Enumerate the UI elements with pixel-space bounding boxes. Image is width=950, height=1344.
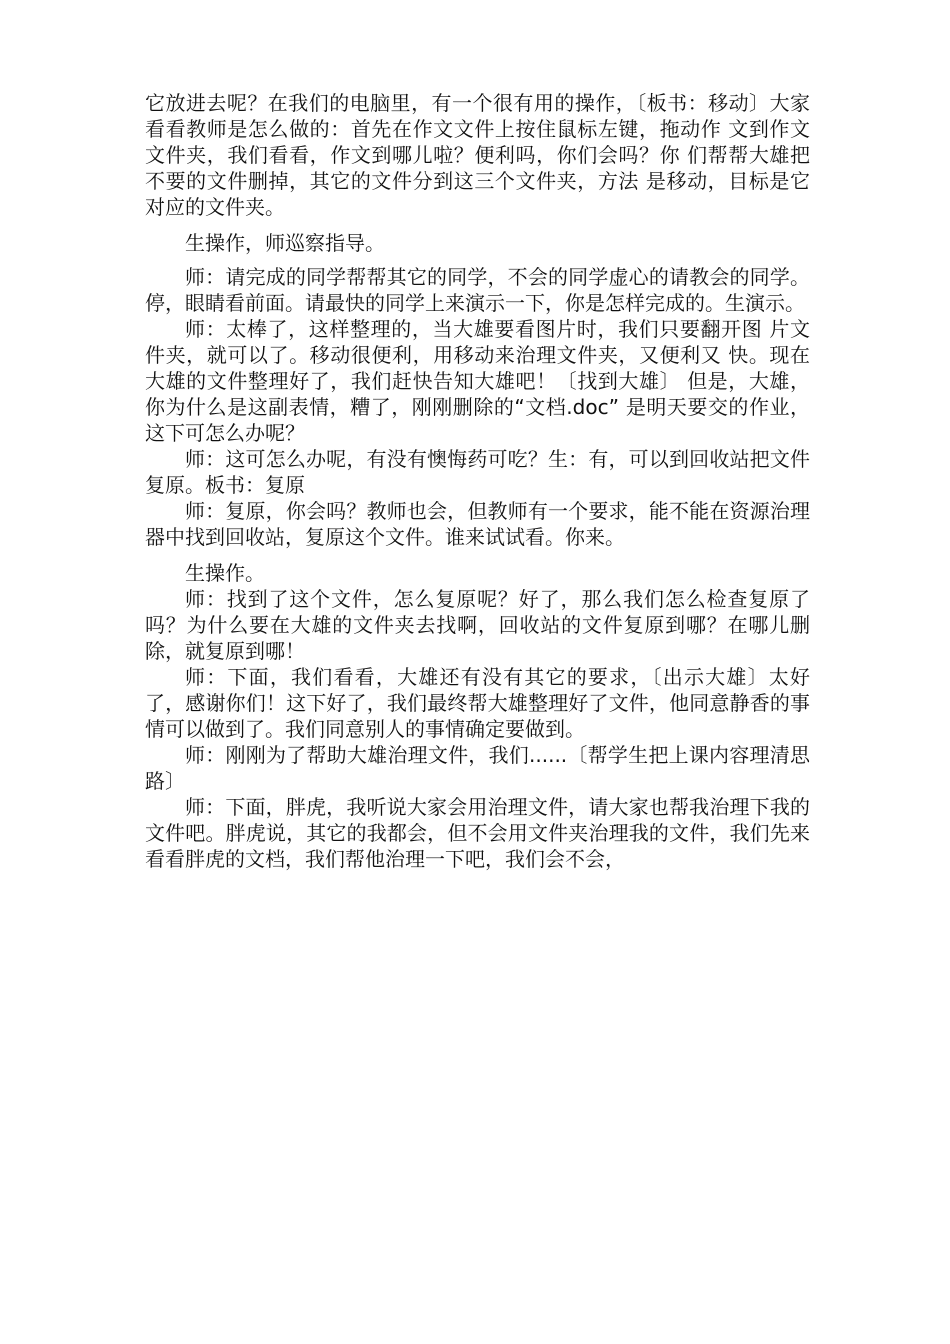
paragraph-1: 它放进去呢？在我们的电脑里，有一个很有用的操作，〔板书：移动〕大家看看教师是怎么做的：首先在作文文件上按住鼠标左键，拖动作 文到作文文件夹，我们看看，作文到哪儿啦？便利吗，你们会吗？你 们帮帮大雄把不要的文件删掉，其它的文件分到这三个文件夹，方法 是移动，目标是它对应的文件夹。	[145, 91, 810, 219]
paragraph-5: 师：这可怎么办呢，有没有懊悔药可吃？生：有，可以到回收站把文件复原。板书：复原	[145, 447, 810, 497]
paragraph-3: 师：请完成的同学帮帮其它的同学，不会的同学虚心的请教会的同学。停，眼睛看前面。请最快的同学上来演示一下，你是怎样完成的。生演示。	[145, 265, 810, 315]
paragraph-4: 师：太棒了，这样整理的，当大雄要看图片时，我们只要翻开图 片文件夹，就可以了。移动很便利，用移动来治理文件夹，又便利又 快。现在大雄的文件整理好了，我们赶快告知大雄吧！〔找到大雄〕 但是，大雄，你为什么是这副表情，糟了，刚刚删除的“文档.doc” 是明天要交的作业，这下可怎么办呢？	[145, 317, 810, 445]
paragraph-7: 生操作。	[185, 561, 265, 585]
document-body	[145, 90, 810, 872]
paragraph-11: 师：下面，胖虎，我听说大家会用治理文件，请大家也帮我治理下我的文件吧。胖虎说，其它的我都会，但不会用文件夹治理我的文件，我们先来看看胖虎的文档，我们帮他治理一下吧，我们会不会，	[145, 795, 810, 871]
paragraph-2: 生操作，师巡察指导。	[185, 231, 385, 255]
paragraph-9: 师：下面，我们看看，大雄还有没有其它的要求，〔出示大雄〕太好了，感谢你们！这下好了，我们最终帮大雄整理好了文件，他同意静香的事情可以做到了。我们同意别人的事情确定要做到。	[145, 665, 810, 741]
paragraph-8: 师：找到了这个文件，怎么复原呢？好了，那么我们怎么检查复原了吗？为什么要在大雄的文件夹去找啊，回收站的文件复原到哪？在哪儿删除，就复原到哪！	[145, 587, 810, 663]
paragraph-6: 师：复原，你会吗？教师也会，但教师有一个要求，能不能在资源治理器中找到回收站，复原这个文件。谁来试试看。你来。	[145, 499, 810, 549]
paragraph-10: 师：刚刚为了帮助大雄治理文件，我们......〔帮学生把上课内容理清思路〕	[145, 743, 810, 793]
